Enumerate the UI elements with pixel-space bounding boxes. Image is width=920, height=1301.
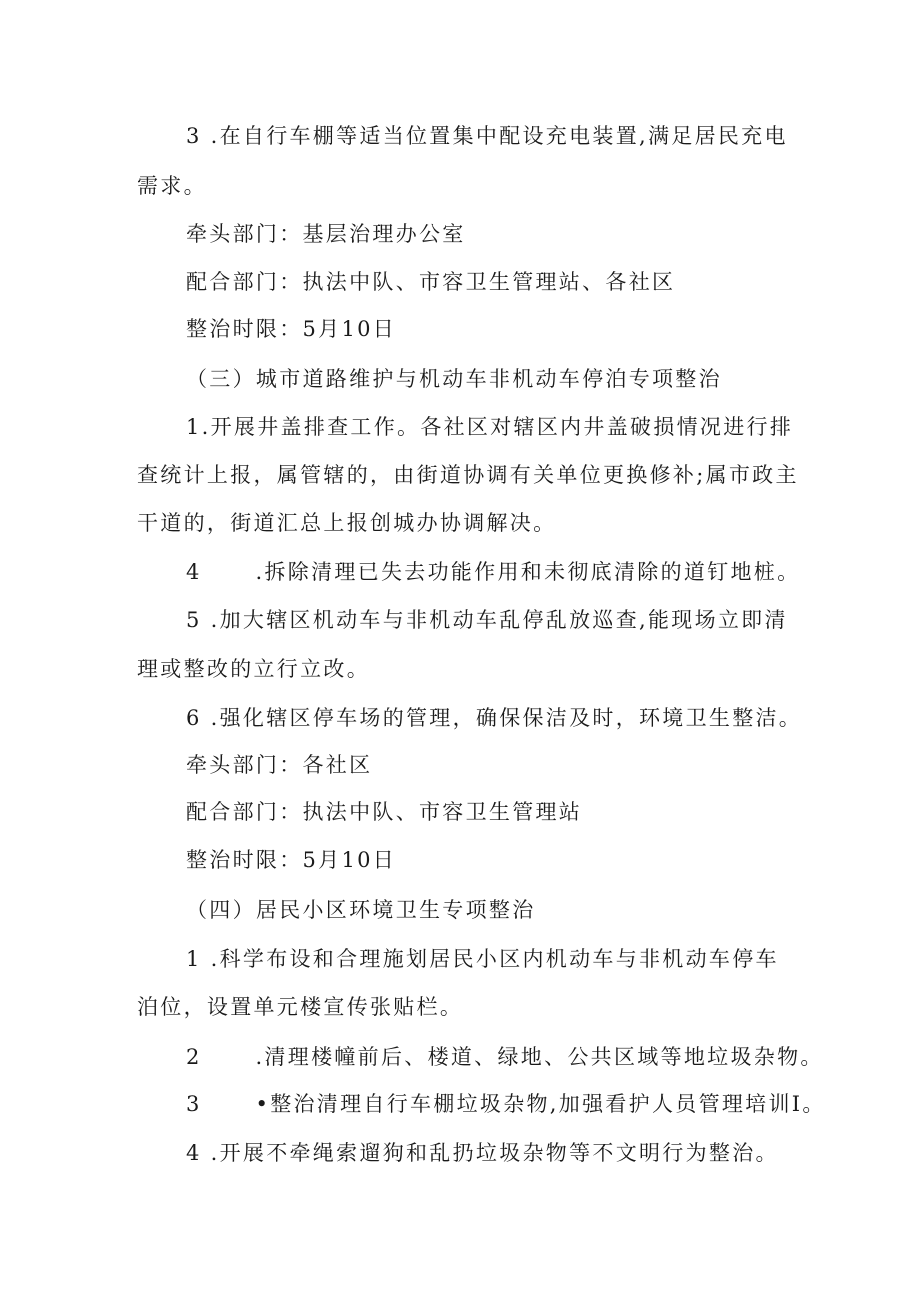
paragraph-line: 泊位，设置单元楼宣传张贴栏。 [137,995,464,1019]
section-heading: （四）居民小区环境卫生专项整治 [186,898,536,922]
deadline-line: 整治时限：5月10日 [186,848,397,872]
section-heading: （三）城市道路维护与机动车非机动车停泊专项整治 [186,367,722,391]
paragraph-line: 2 .清理楼幢前后、楼道、绿地、公共区域等地垃圾杂物。 [186,1045,824,1069]
paragraph-line: 4 .拆除清理已失去功能作用和未彻底清除的道钉地桩。 [186,560,801,584]
deadline-line: 整治时限：5月10日 [186,317,397,341]
cooperating-department-line: 配合部门：执法中队、市容卫生管理站、各社区 [186,270,676,294]
lead-department-line: 牵头部门：基层治理办公室 [186,222,466,246]
paragraph-line: 3 .在自行车棚等适当位置集中配设充电装置,满足居民充电 [186,124,788,148]
paragraph-line: 6 .强化辖区停车场的管理，确保保洁及时，环境卫生整洁。 [186,706,803,730]
paragraph-line: 5 .加大辖区机动车与非机动车乱停乱放巡查,能现场立即清 [186,608,788,632]
cooperating-department-line: 配合部门：执法中队、市容卫生管理站 [186,800,583,824]
paragraph-line: 需求。 [137,174,207,198]
paragraph-line: 查统计上报，属管辖的，由街道协调有关单位更换修补;属市政主 [137,463,799,487]
paragraph-line: 理或整改的立行立改。 [137,657,370,681]
paragraph-line: 3 •整治清理自行车棚垃圾杂物,加强看护人员管理培训I。 [186,1092,826,1116]
lead-department-line: 牵头部门：各社区 [186,753,373,777]
paragraph-line: 1.开展井盖排查工作。各社区对辖区内井盖破损情况进行排 [186,415,794,439]
paragraph-line: 4 .开展不牵绳索遛狗和乱扔垃圾杂物等不文明行为整治。 [186,1141,779,1165]
paragraph-line: 1 .科学布设和合理施划居民小区内机动车与非机动车停车 [186,947,779,971]
paragraph-line: 干道的，街道汇总上报创城办协调解决。 [137,511,557,535]
